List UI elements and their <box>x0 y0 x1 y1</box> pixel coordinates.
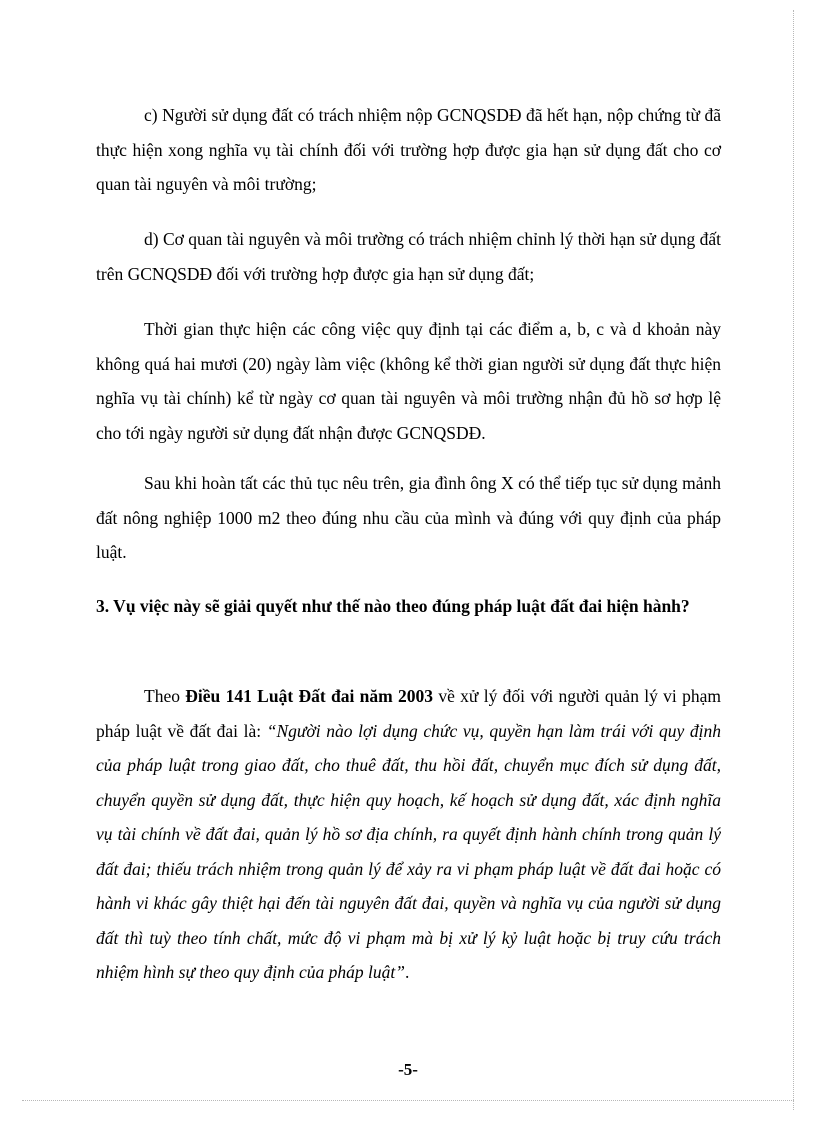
paragraph-article-141 <box>96 679 721 990</box>
paragraph-d: d) Cơ quan tài nguyên và môi trường có trách nhiệm chỉnh lý thời hạn sử dụng đất trên GCNQSDĐ đối với trường hợp được gia hạn sử dụng đất; <box>96 229 721 284</box>
law-quote: “Người nào lợi dụng chức vụ, quyền hạn làm trái với quy định của pháp luật trong giao đất, cho thuê đất, thu hồi đất, chuyển mục đích sử dụng đất, chuyển quyền sử dụng đất, thực hiện quy hoạch, kế hoạch sử dụng đất, xác định nghĩa vụ tài chính về đất đai, quản lý hồ sơ địa chính, ra quyết định hành chính trong quản lý đất đai; thiếu trách nhiệm trong quản lý để xảy ra vi phạm pháp luật về đất đai hoặc có hành vi khác gây thiệt hại đến tài nguyên đất đai, quyền và nghĩa vụ của người sử dụng đất thì tuỳ theo tính chất, mức độ vi phạm mà bị xử lý kỷ luật hoặc bị truy cứu trách nhiệm hình sự theo quy định của pháp luật” <box>96 720 721 982</box>
article-end-punct: . <box>404 962 410 982</box>
article-intro-text: Theo <box>144 686 186 706</box>
page-border-bottom <box>22 1100 794 1101</box>
page-number: -5- <box>398 1060 418 1079</box>
paragraph-conclusion: Sau khi hoàn tất các thủ tục nêu trên, gia đình ông X có thể tiếp tục sử dụng mảnh đất nông nghiệp 1000 m2 theo đúng nhu cầu của mình và đúng với quy định của pháp luật. <box>96 473 721 562</box>
page-border-right <box>793 10 794 1110</box>
paragraph-time-limit: Thời gian thực hiện các công việc quy định tại các điểm a, b, c và d khoản này không quá hai mươi (20) ngày làm việc (không kể thời gian người sử dụng đất thực hiện nghĩa vụ tài chính) kể từ ngày cơ quan tài nguyên và môi trường nhận đủ hồ sơ hợp lệ cho tới ngày người sử dụng đất nhận được GCNQSDĐ. <box>96 319 721 443</box>
article-middle-text: về xử lý đối với người quản lý vi phạm pháp luật về đất đai là: <box>96 686 721 741</box>
section-heading-3: 3. Vụ việc này sẽ giải quyết như thế nào theo đúng pháp luật đất đai hiện hành? <box>96 596 690 616</box>
law-reference: Điều 141 Luật Đất đai năm 2003 <box>185 686 434 706</box>
paragraph-c: c) Người sử dụng đất có trách nhiệm nộp GCNQSDĐ đã hết hạn, nộp chứng từ đã thực hiện xong nghĩa vụ tài chính đối với trường hợp được gia hạn sử dụng đất cho cơ quan tài nguyên và môi trường; <box>96 105 721 194</box>
